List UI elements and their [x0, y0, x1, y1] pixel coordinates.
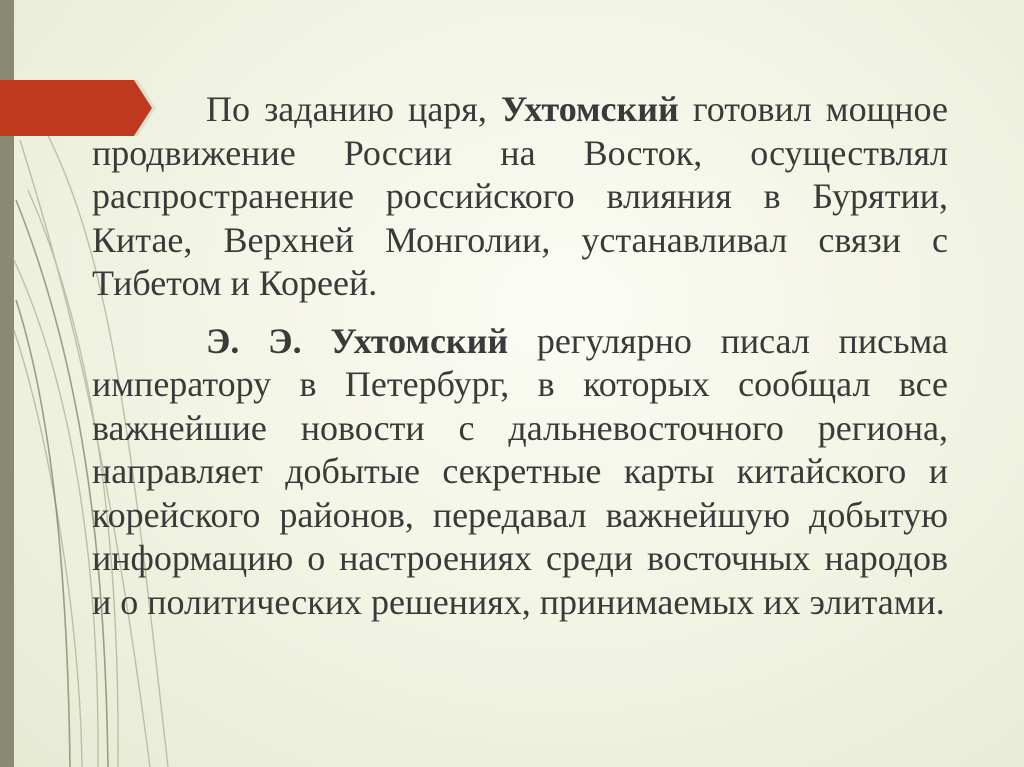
slide-body-text: [92, 88, 948, 624]
paragraph-1-intro: По заданию царя,: [206, 89, 501, 129]
paragraph-2: [92, 320, 948, 625]
paragraph-2-rest: регулярно писал письма императору в Петербург, в которых сообщал все важнейшие новости с дальневосточного региона, направляет добытые секретные карты китайского и корейского районов, передавал важнейшую добытую информацию о настроениях среди восточных народов и о политических решениях, принимаемых их элитами.: [92, 320, 948, 622]
paragraph-1: [92, 88, 948, 306]
paragraph-2-name: Э. Э. Ухтомский: [206, 320, 509, 361]
paragraph-1-rest: готовил мощное продвижение России на Восток, осуществлял распространение российского влияния в Бурятии, Китае, Верхней Монголии, устанавливал связи с Тибетом и Кореей.: [92, 89, 948, 303]
paragraph-1-name: Ухтомский: [500, 89, 679, 129]
